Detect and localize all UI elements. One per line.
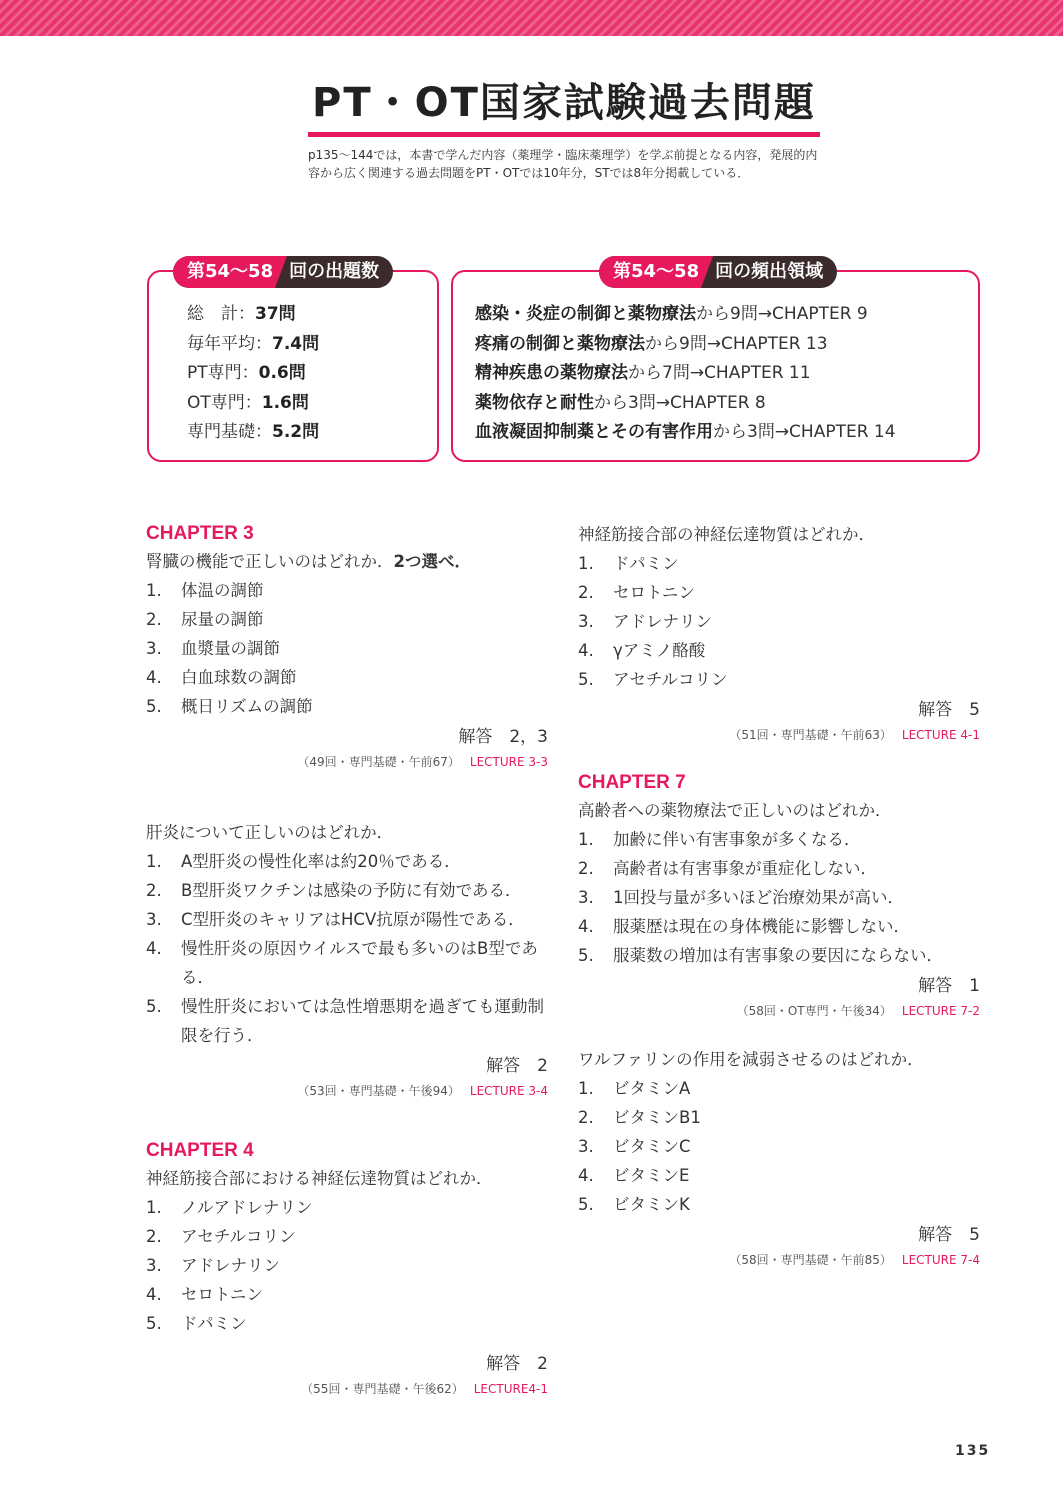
chapter-heading: CHAPTER 3: [146, 523, 254, 544]
source-citation: [146, 1081, 548, 1101]
stat-item: [187, 359, 319, 389]
option-number: 2.: [146, 610, 162, 629]
option-text: 白血球数の調節: [181, 668, 297, 687]
answer: 解答 5: [918, 700, 980, 720]
option-item: [578, 665, 980, 694]
option-list: [146, 576, 548, 721]
area-detail: から7問→CHAPTER 11: [628, 363, 811, 383]
answer: 解答 2: [486, 1354, 548, 1374]
option-item: [578, 854, 980, 883]
option-item: [578, 636, 980, 665]
option-number: 2.: [578, 1108, 594, 1127]
option-number: 1.: [578, 830, 594, 849]
question-count-badge: [173, 256, 393, 288]
stat-label: PT専門：: [187, 363, 259, 383]
option-number: 4.: [578, 1166, 594, 1185]
frequent-area-item: [475, 418, 896, 448]
source-citation: [578, 725, 980, 745]
option-text: A型肝炎の慢性化率は約20％である．: [181, 852, 461, 871]
option-number: 5.: [578, 670, 594, 689]
option-number: 1.: [578, 554, 594, 573]
option-text: セロトニン: [181, 1285, 263, 1304]
option-number: 2.: [578, 583, 594, 602]
area-detail: から9問→CHAPTER 9: [696, 304, 868, 324]
right-column: [578, 520, 980, 1270]
stat-item: [187, 300, 319, 330]
option-text: ビタミンA: [613, 1079, 691, 1098]
option-text: アセチルコリン: [613, 670, 728, 689]
lecture-reference: LECTURE4-1: [473, 1382, 548, 1396]
page-number: 135: [955, 1443, 991, 1459]
chapter-heading: CHAPTER 7: [578, 772, 686, 793]
stat-value: 7.4問: [272, 333, 320, 354]
option-number: 2.: [146, 1227, 162, 1246]
option-item: [146, 847, 548, 876]
area-topic: 感染・炎症の制御と薬物療法: [475, 304, 696, 324]
option-item: [578, 825, 980, 854]
option-item: [146, 876, 548, 905]
exam-reference: （58回・OT専門・午後34）: [736, 1004, 892, 1018]
option-list: [146, 1193, 548, 1338]
question-text: [146, 818, 548, 847]
option-text: 加齢に伴い有害事象が多くなる．: [613, 830, 861, 849]
question-stem: 神経筋接合部の神経伝達物質はどれか．: [578, 525, 875, 544]
option-text: ビタミンC: [613, 1137, 691, 1156]
option-number: 3.: [146, 910, 162, 929]
lecture-reference: LECTURE 3-3: [469, 755, 548, 769]
option-text: ビタミンB1: [613, 1108, 701, 1127]
area-detail: から9問→CHAPTER 13: [645, 333, 828, 354]
option-item: [146, 663, 548, 692]
question-stem: ワルファリンの作用を減弱させるのはどれか．: [578, 1050, 924, 1069]
badge-range: 第54～58: [599, 256, 701, 288]
intro-text: p135～144では，本書で学んだ内容（薬理学・臨床薬理学）を学ぶ前提となる内容，発展的内容から広く関連する過去問題をPT・OTでは10年分，STでは8年分掲載している．: [308, 148, 818, 180]
question-text: [578, 520, 980, 549]
option-number: 4.: [146, 1285, 162, 1304]
option-text: ノルアドレナリン: [181, 1198, 313, 1217]
stat-value: 0.6問: [258, 363, 306, 383]
stat-label: OT専門：: [187, 392, 262, 413]
option-text: 服薬歴は現在の身体機能に影響しない．: [613, 917, 910, 936]
source-citation: [578, 1001, 980, 1021]
option-number: 5.: [146, 1314, 162, 1333]
question-stem: 高齢者への薬物療法で正しいのはどれか．: [578, 801, 892, 820]
question-text: [146, 547, 548, 576]
option-item: [146, 1222, 548, 1251]
answer: 解答 5: [918, 1225, 980, 1245]
frequent-area-item: [475, 389, 896, 419]
option-text: γアミノ酪酸: [613, 641, 706, 660]
exam-reference: （49回・専門基礎・午前67）: [297, 755, 460, 769]
badge-label: 回の頻出領域: [715, 261, 824, 282]
option-list: [578, 1074, 980, 1219]
question-text: [146, 1164, 548, 1193]
option-text: 服薬数の増加は有害事象の要因にならない．: [613, 946, 943, 965]
badge-label: 回の出題数: [289, 261, 380, 282]
exam-reference: （51回・専門基礎・午前63）: [729, 728, 892, 742]
option-text: ドパミン: [613, 554, 679, 573]
option-number: 1.: [146, 852, 162, 871]
stat-value: 37問: [255, 304, 296, 324]
option-number: 5.: [578, 946, 594, 965]
question-block: [578, 769, 980, 1021]
option-number: 1.: [146, 1198, 162, 1217]
option-text: 1回投与量が多いほど治療効果が高い．: [613, 888, 904, 907]
option-item: [578, 1074, 980, 1103]
top-stripe: [0, 0, 1063, 36]
question-stem: 神経筋接合部における神経伝達物質はどれか．: [146, 1169, 493, 1188]
title-block: [308, 78, 820, 137]
option-item: [146, 1280, 548, 1309]
area-topic: 精神疾患の薬物療法: [475, 363, 628, 383]
option-item: [578, 941, 980, 970]
option-item: [578, 549, 980, 578]
question-count-box: [147, 261, 439, 462]
source-citation: [146, 1379, 548, 1399]
option-text: アセチルコリン: [181, 1227, 296, 1246]
question-block: [146, 520, 548, 772]
stat-label: 専門基礎：: [187, 422, 272, 442]
area-topic: 血液凝固抑制薬とその有害作用: [475, 422, 713, 442]
option-number: 5.: [146, 997, 162, 1016]
option-text: ドパミン: [181, 1314, 247, 1333]
option-list: [146, 847, 548, 1050]
area-detail: から3問→CHAPTER 8: [594, 392, 766, 413]
option-number: 3.: [578, 612, 594, 631]
option-number: 2.: [578, 859, 594, 878]
option-item: [146, 605, 548, 634]
option-item: [578, 578, 980, 607]
exam-reference: （58回・専門基礎・午前85）: [729, 1253, 892, 1267]
lecture-reference: LECTURE 7-2: [901, 1004, 980, 1018]
option-text: 慢性肝炎の原因ウイルスで最も多いのはB型である．: [181, 939, 538, 987]
frequent-area-item: [475, 359, 896, 389]
option-text: 概日リズムの調節: [181, 697, 313, 716]
option-text: 体温の調節: [181, 581, 264, 600]
frequent-area-item: [475, 300, 896, 330]
option-item: [146, 1309, 548, 1338]
option-item: [146, 1251, 548, 1280]
frequent-areas-list: [475, 300, 896, 448]
answer: 解答 2，3: [458, 727, 548, 747]
question-block: [146, 1137, 548, 1399]
badge-range: 第54～58: [173, 256, 275, 288]
option-number: 3.: [578, 1137, 594, 1156]
option-number: 4.: [578, 641, 594, 660]
question-block: [578, 1045, 980, 1270]
option-number: 1.: [578, 1079, 594, 1098]
option-item: [578, 1161, 980, 1190]
option-number: 5.: [146, 697, 162, 716]
source-citation: [578, 1250, 980, 1270]
left-column: [146, 520, 548, 1399]
stat-label: 総 計：: [187, 304, 255, 324]
stat-value: 1.6問: [261, 392, 309, 413]
stat-item: [187, 330, 319, 360]
option-text: ビタミンK: [613, 1195, 690, 1214]
option-text: ビタミンE: [613, 1166, 690, 1185]
page-title: PT・OT国家試験過去問題: [312, 80, 816, 126]
option-number: 4.: [146, 939, 162, 958]
lecture-reference: LECTURE 3-4: [469, 1084, 548, 1098]
option-number: 3.: [146, 639, 162, 658]
option-item: [578, 912, 980, 941]
option-text: 血漿量の調節: [181, 639, 280, 658]
question-block: [578, 520, 980, 745]
question-stem: 腎臓の機能で正しいのはどれか．: [146, 552, 394, 571]
option-number: 1.: [146, 581, 162, 600]
option-item: [146, 692, 548, 721]
chapter-heading: CHAPTER 4: [146, 1140, 254, 1161]
option-text: B型肝炎ワクチンは感染の予防に有効である．: [181, 881, 522, 900]
question-emphasis: 2つ選べ．: [393, 552, 471, 571]
option-text: C型肝炎のキャリアはHCV抗原が陽性である．: [181, 910, 525, 929]
option-item: [146, 576, 548, 605]
frequent-areas-badge: [599, 256, 837, 288]
lecture-reference: LECTURE 7-4: [901, 1253, 980, 1267]
count-stats: [187, 300, 319, 448]
stat-item: [187, 418, 319, 448]
option-number: 3.: [578, 888, 594, 907]
option-item: [146, 634, 548, 663]
option-item: [578, 607, 980, 636]
option-number: 4.: [578, 917, 594, 936]
option-list: [578, 825, 980, 970]
option-item: [146, 1193, 548, 1222]
question-block: [146, 818, 548, 1101]
option-list: [578, 549, 980, 694]
lecture-reference: LECTURE 4-1: [901, 728, 980, 742]
option-text: セロトニン: [613, 583, 695, 602]
option-text: 尿量の調節: [181, 610, 264, 629]
stat-item: [187, 389, 319, 419]
option-text: 慢性肝炎においては急性増悪期を過ぎても運動制限を行う．: [181, 997, 544, 1045]
area-topic: 疼痛の制御と薬物療法: [475, 333, 645, 354]
question-stem: 肝炎について正しいのはどれか．: [146, 823, 394, 842]
frequent-areas-box: [451, 261, 980, 462]
option-item: [578, 1190, 980, 1219]
option-text: アドレナリン: [181, 1256, 280, 1275]
option-item: [146, 992, 548, 1050]
stat-label: 毎年平均：: [187, 333, 272, 354]
source-citation: [146, 752, 548, 772]
option-number: 5.: [578, 1195, 594, 1214]
title-underline: [308, 132, 820, 137]
frequent-area-item: [475, 330, 896, 360]
exam-reference: （55回・専門基礎・午後62）: [301, 1382, 464, 1396]
question-text: [578, 1045, 980, 1074]
option-number: 4.: [146, 668, 162, 687]
option-item: [146, 905, 548, 934]
question-text: [578, 796, 980, 825]
option-text: アドレナリン: [613, 612, 712, 631]
answer: 解答 1: [918, 976, 980, 996]
option-number: 3.: [146, 1256, 162, 1275]
answer: 解答 2: [486, 1056, 548, 1076]
option-item: [578, 1103, 980, 1132]
exam-reference: （53回・専門基礎・午後94）: [297, 1084, 460, 1098]
area-detail: から3問→CHAPTER 14: [713, 422, 896, 442]
option-item: [146, 934, 548, 992]
option-text: 高齢者は有害事象が重症化しない．: [613, 859, 877, 878]
option-item: [578, 883, 980, 912]
option-number: 2.: [146, 881, 162, 900]
area-topic: 薬物依存と耐性: [475, 392, 594, 413]
option-item: [578, 1132, 980, 1161]
stat-value: 5.2問: [272, 422, 320, 442]
